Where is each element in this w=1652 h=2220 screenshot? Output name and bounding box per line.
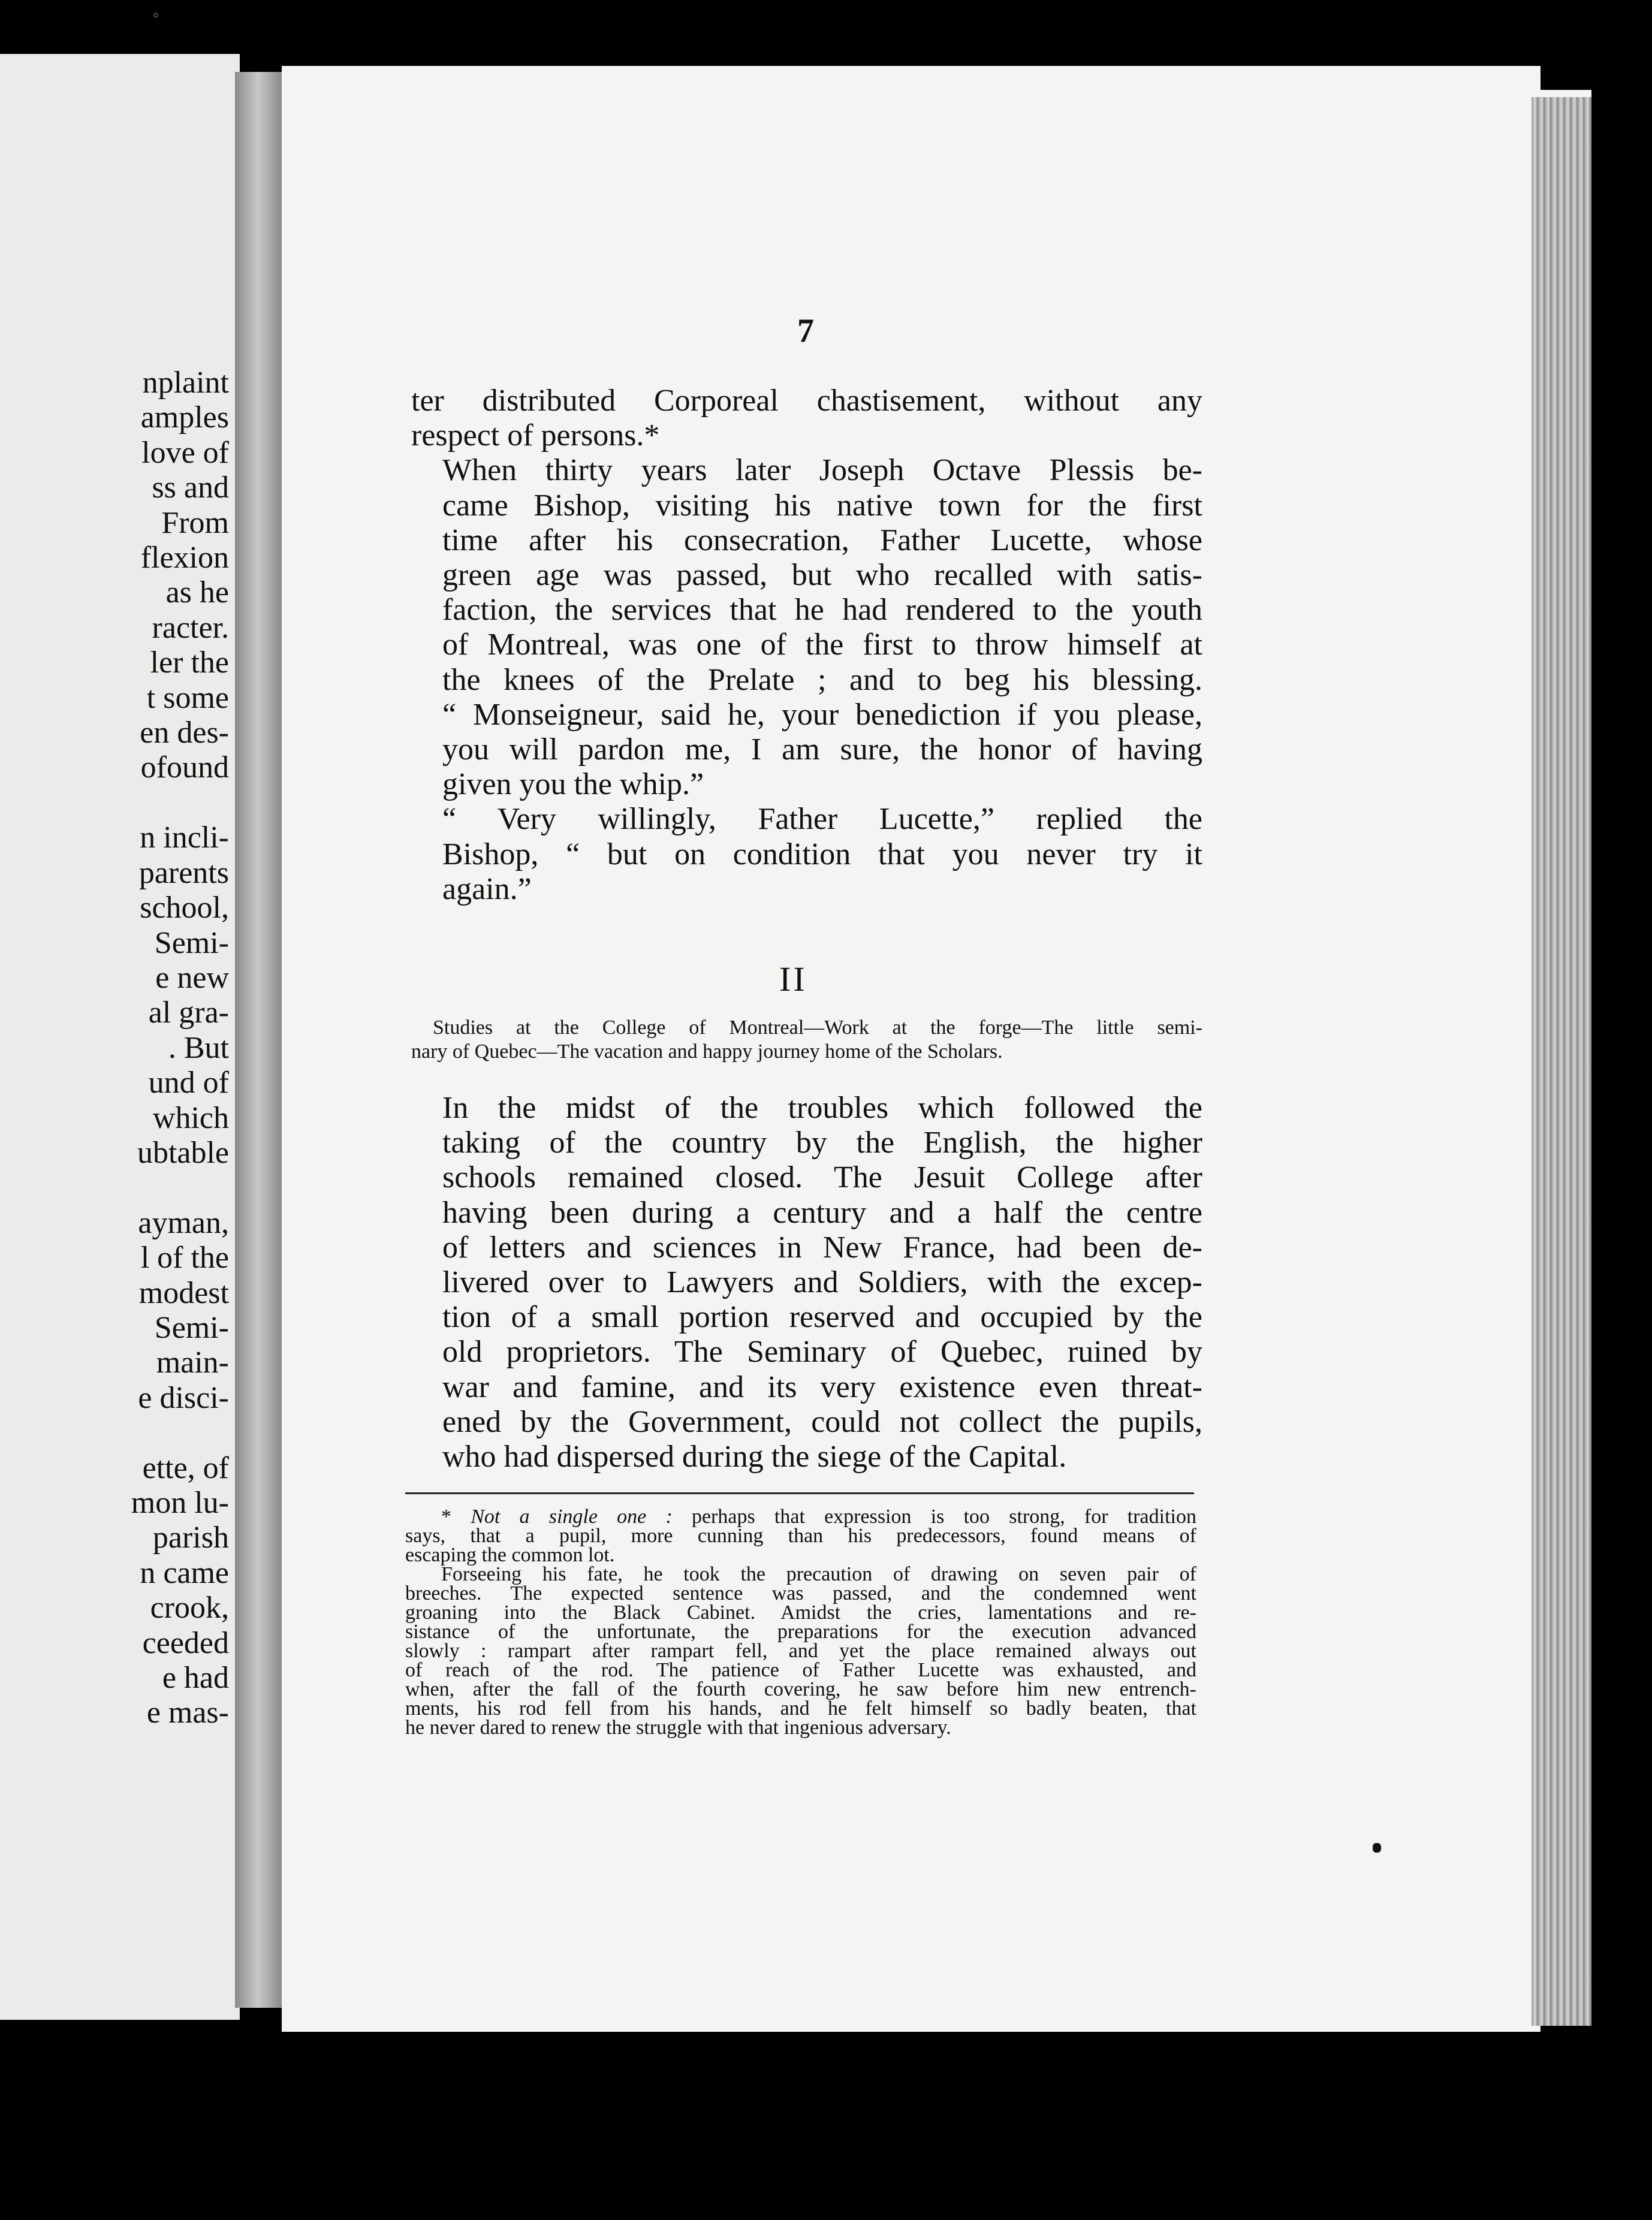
text-line: ter distributed Corporeal chastisement, without any xyxy=(411,384,1202,418)
previous-page-line: mon lu- xyxy=(131,1486,229,1520)
previous-page-line: ler the xyxy=(150,646,229,680)
previous-page-line: en des- xyxy=(140,716,229,750)
text-line: old proprietors. The Seminary of Quebec, ruined by xyxy=(442,1335,1202,1370)
footnote-line xyxy=(405,1507,1196,1527)
footnote-line-text: perhaps that expression is too strong, for tradition xyxy=(691,1506,1196,1528)
previous-page-line: e disci- xyxy=(138,1380,229,1415)
previous-page-line: flexion xyxy=(140,541,229,575)
footnote-paragraph xyxy=(405,1565,1196,1738)
previous-page-line: t some xyxy=(146,680,229,715)
previous-page-line: ayman, xyxy=(138,1205,229,1240)
previous-page-line: ceeded xyxy=(142,1625,229,1660)
text-line: “ Very willingly, Father Lucette,” replied the xyxy=(442,802,1202,837)
paragraph xyxy=(411,1091,1202,1474)
previous-page-line: l of the xyxy=(140,1241,229,1275)
previous-page-line: e new xyxy=(155,960,229,995)
footnote-line: groaning into the Black Cabinet. Amidst the cries, lamentations and re- xyxy=(405,1601,1196,1624)
footnote-line: sistance of the unfortunate, the preparations for the execution advanced xyxy=(405,1621,1196,1643)
text-line: war and famine, and its very existence even threat- xyxy=(442,1370,1202,1404)
previous-page-line: parish xyxy=(152,1521,229,1555)
text-line: “ Monseigneur, said he, your benediction if you please, xyxy=(442,697,1202,732)
text-line: Bishop, “ but on condition that you never try it xyxy=(442,837,1202,871)
previous-page-line: From xyxy=(161,505,229,540)
section-summary xyxy=(411,1016,1202,1064)
previous-page-line: ubtable xyxy=(137,1135,229,1170)
previous-page-line: modest xyxy=(138,1275,229,1310)
text-line: faction, the services that he had rendered to the youth xyxy=(442,593,1202,628)
section-numeral: II xyxy=(779,960,807,999)
summary-line: Studies at the College of Montreal—Work at the forge—The little semi- xyxy=(433,1017,1202,1039)
previous-page xyxy=(0,54,240,2020)
previous-page-line: e mas- xyxy=(146,1696,229,1730)
footnote-paragraph xyxy=(405,1507,1196,1565)
text-line: of letters and sciences in New France, had been de- xyxy=(442,1230,1202,1265)
text-line: again.” xyxy=(442,871,532,906)
previous-page-line: crook, xyxy=(150,1591,229,1625)
paragraph xyxy=(411,802,1202,907)
text-line: of Montreal, was one of the first to throw himself at xyxy=(442,628,1202,662)
previous-page-line: love of xyxy=(141,435,229,470)
text-line: you will pardon me, I am sure, the honor of having xyxy=(442,732,1202,767)
previous-page-line: as he xyxy=(165,575,229,610)
text-line: came Bishop, visiting his native town for the first xyxy=(442,488,1202,523)
footnote-line: ments, his rod fell from his hands, and he felt himself so badly beaten, that xyxy=(405,1697,1196,1720)
text-line: tion of a small portion reserved and occupied by the xyxy=(442,1300,1202,1335)
summary-line: nary of Quebec—The vacation and happy journey home of the Scholars. xyxy=(411,1040,1003,1063)
text-line: having been during a century and a half the centre xyxy=(442,1195,1202,1230)
footnote-line: when, after the fall of the fourth covering, he saw before him new entrench- xyxy=(405,1678,1196,1700)
paragraph xyxy=(411,453,1202,802)
footnote-line: says, that a pupil, more cunning than his predecessors, found means of xyxy=(405,1525,1196,1547)
previous-page-line: school, xyxy=(140,891,229,925)
text-line: respect of persons.* xyxy=(411,418,660,453)
text-line: schools remained closed. The Jesuit College after xyxy=(442,1160,1202,1195)
text-line: given you the whip.” xyxy=(442,767,704,802)
previous-page-line: al gra- xyxy=(148,996,229,1030)
text-line: In the midst of the troubles which followed the xyxy=(442,1091,1202,1125)
text-line: taking of the country by the English, the higher xyxy=(442,1126,1202,1160)
previous-page-line: ette, of xyxy=(142,1450,229,1485)
previous-page-line: ss and xyxy=(152,470,229,505)
footnote-line: Forseeing his fate, he took the precaution of drawing on seven pair of xyxy=(441,1563,1196,1585)
previous-page-line xyxy=(1,786,229,821)
text-line: the knees of the Prelate ; and to beg his blessing. xyxy=(442,662,1202,697)
footnote-line: breeches. The expected sentence was passed, and the condemned went xyxy=(405,1582,1196,1604)
text-line: green age was passed, but who recalled with satis- xyxy=(442,558,1202,593)
text-line: ened by the Government, could not collect the pupils, xyxy=(442,1404,1202,1439)
previous-page-line: Semi- xyxy=(154,1310,229,1345)
footnote-divider xyxy=(405,1492,1194,1494)
previous-page-text xyxy=(1,366,229,1731)
previous-page-line: n incli- xyxy=(140,821,229,855)
previous-page-line: n came xyxy=(140,1555,229,1590)
text-line: livered over to Lawyers and Soldiers, with the excep- xyxy=(442,1265,1202,1300)
text-line: who had dispersed during the siege of the Capital. xyxy=(442,1440,1067,1474)
previous-page-line xyxy=(1,1416,229,1450)
previous-page-line: . But xyxy=(168,1030,229,1065)
previous-page-line: und of xyxy=(148,1066,229,1100)
text-line: When thirty years later Joseph Octave Plessis be- xyxy=(442,453,1202,488)
previous-page-line: ofound xyxy=(140,750,229,785)
footnote-marker: * xyxy=(441,1506,451,1528)
footnote xyxy=(405,1507,1196,1738)
previous-page-line: main- xyxy=(156,1346,229,1380)
section-text xyxy=(411,1091,1202,1474)
footnote-lead: Not a single one : xyxy=(471,1506,673,1528)
previous-page-line: which xyxy=(152,1100,229,1135)
footnote-line: slowly : rampart after rampart fell, and yet the place remained always out xyxy=(405,1640,1196,1662)
footnote-line: escaping the common lot. xyxy=(405,1544,615,1566)
page-edges-top xyxy=(1532,90,1591,97)
page-edges xyxy=(1532,90,1591,2026)
previous-page-line: parents xyxy=(138,855,229,890)
opening-text xyxy=(411,384,1202,907)
previous-page-line: nplaint xyxy=(142,366,229,400)
paragraph xyxy=(411,384,1202,453)
footnote-line: he never dared to renew the struggle with that ingenious adversary. xyxy=(405,1717,951,1739)
previous-page-line: amples xyxy=(140,400,229,435)
corner-speck: ° xyxy=(153,11,159,26)
previous-page-line: racter. xyxy=(152,610,229,645)
previous-page-line xyxy=(1,1171,229,1205)
page-number: 7 xyxy=(797,312,814,349)
previous-page-line: e had xyxy=(162,1661,229,1696)
ink-speck xyxy=(1373,1843,1381,1853)
text-line: time after his consecration, Father Lucette, whose xyxy=(442,523,1202,557)
footnote-line: of reach of the rod. The patience of Father Lucette was exhausted, and xyxy=(405,1659,1196,1681)
previous-page-line: Semi- xyxy=(154,925,229,960)
